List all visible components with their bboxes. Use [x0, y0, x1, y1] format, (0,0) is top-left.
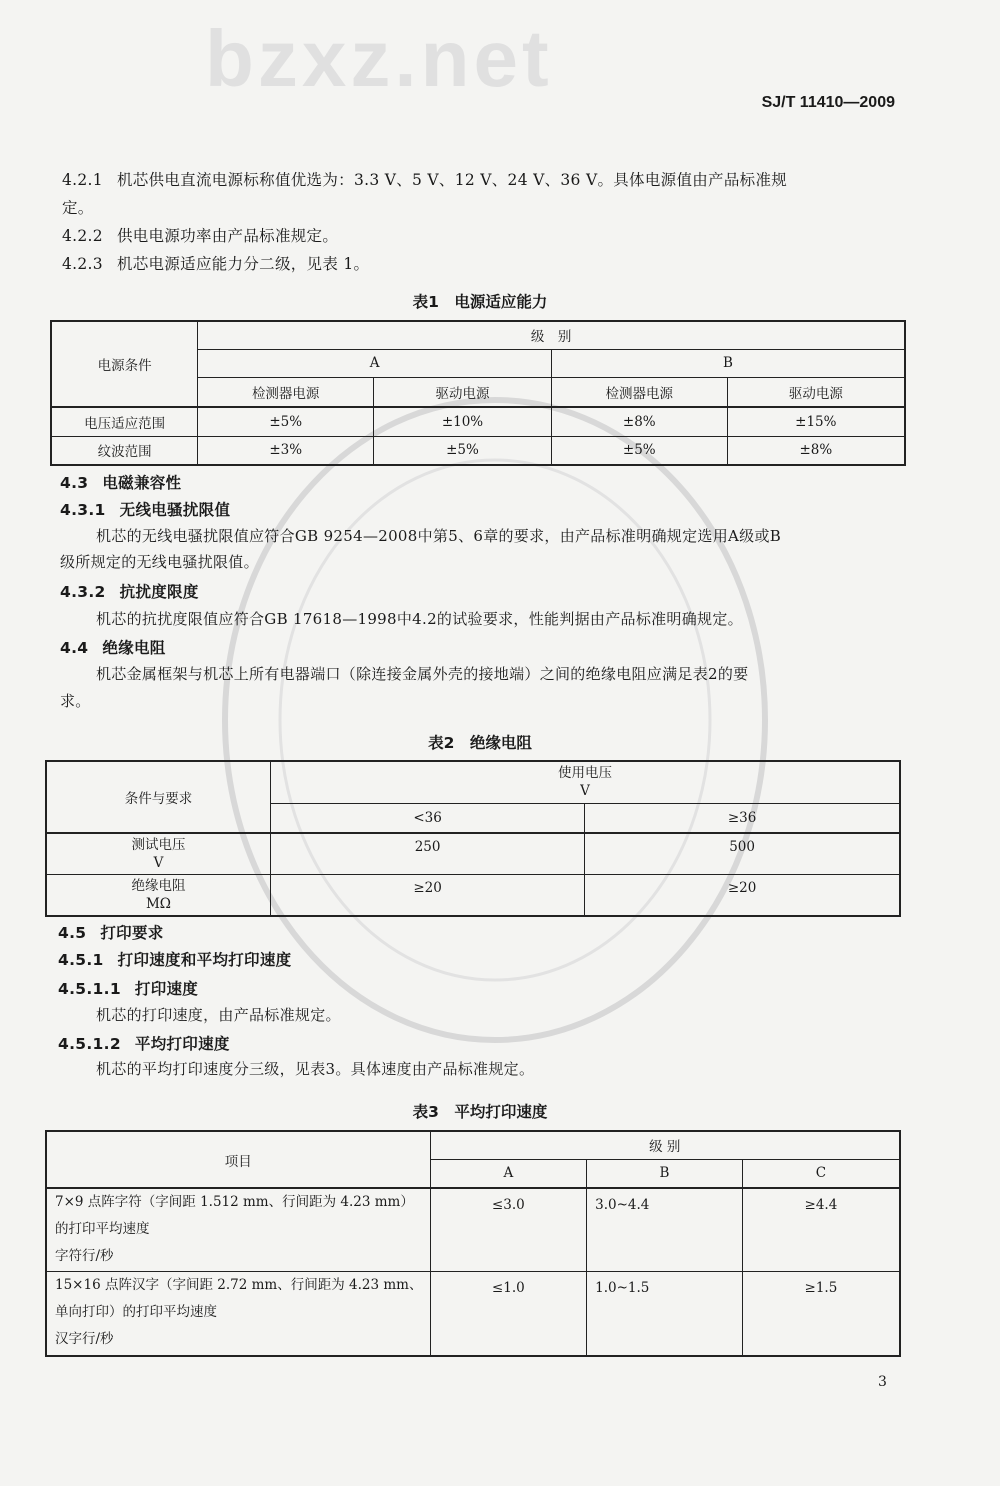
header-unit: V [580, 783, 590, 800]
section-title: 无线电骚扰限值 [119, 501, 231, 519]
section-title: 绝缘电阻 [102, 639, 166, 657]
level-header: A [430, 1159, 587, 1188]
cell: ≥4.4 [742, 1188, 900, 1271]
table-row [46, 1188, 900, 1271]
section-4-3-1 [60, 498, 230, 520]
cell: ±5% [374, 436, 552, 465]
section-number: 4.3.2 [60, 583, 106, 601]
section-number: 4.5 [58, 924, 87, 942]
cell: ≤3.0 [430, 1188, 587, 1271]
table1-group-header: 级 别 [198, 321, 905, 349]
section-4-5-1-1 [58, 977, 198, 999]
label-line: 7×9 点阵字符（字间距 1.512 mm、行间距为 4.23 mm） [55, 1194, 414, 1210]
table2-insulation-resistance [45, 760, 901, 917]
row-label [46, 1271, 430, 1356]
paragraph: 机芯的打印速度，由产品标准规定。 [96, 1006, 341, 1024]
cell: ≥20 [585, 874, 900, 916]
label-line: 字符行/秒 [55, 1248, 114, 1264]
section-number: 4.3 [60, 474, 89, 492]
table3-group-header: 级 别 [430, 1131, 900, 1159]
table-row [51, 407, 905, 436]
cell: ±8% [727, 436, 905, 465]
paragraph: 机芯的平均打印速度分三级，见表3。具体速度由产品标准规定。 [96, 1060, 535, 1078]
clause-4-2-1 [62, 168, 787, 190]
cell: ≤1.0 [430, 1271, 587, 1356]
cell: ±15% [727, 407, 905, 436]
label: 测试电压 [131, 836, 186, 853]
cell: 500 [585, 833, 900, 874]
section-title: 打印速度和平均打印速度 [117, 951, 292, 969]
table3-row-header: 项目 [46, 1131, 430, 1188]
level-header: B [587, 1159, 743, 1188]
section-title: 抗扰度限度 [119, 583, 199, 601]
label-line: 15×16 点阵汉字（字间距 2.72 mm、行间距为 4.23 mm、 [55, 1276, 423, 1293]
standard-code: SJ/T 11410—2009 [761, 94, 895, 111]
section-4-5 [58, 921, 164, 943]
unit: MΩ [145, 895, 171, 912]
table1-level-a: A [198, 349, 552, 377]
paragraph: 机芯的抗扰度限值应符合GB 17618—1998中4.2的试验要求，性能判据由产品标准明确规定。 [96, 610, 743, 628]
section-number: 4.3.1 [60, 501, 106, 519]
section-title: 打印速度 [134, 980, 199, 998]
paragraph: 级所规定的无线电骚扰限值。 [60, 553, 259, 571]
column-header: ≥36 [585, 803, 900, 833]
row-label: 纹波范围 [51, 436, 198, 465]
cell: 1.0~1.5 [587, 1271, 743, 1356]
table-row [46, 833, 900, 874]
label-line: 汉字行/秒 [55, 1330, 114, 1347]
stamp-seal [215, 390, 775, 1050]
cell: ±5% [551, 436, 727, 465]
table-row [46, 1271, 900, 1356]
header-label: 使用电压 [557, 765, 612, 782]
table2-caption: 表2 绝缘电阻 [428, 734, 532, 752]
level-header: C [742, 1159, 900, 1188]
section-4-4 [60, 636, 166, 658]
table-row [51, 436, 905, 465]
clause-number: 4.2.2 [62, 227, 103, 245]
cell: ±5% [198, 407, 374, 436]
table1-level-b: B [551, 349, 905, 377]
label-line: 的打印平均速度 [55, 1221, 150, 1237]
section-title: 打印要求 [100, 924, 164, 942]
label: 绝缘电阻 [131, 877, 186, 894]
cell: ≥20 [270, 874, 584, 916]
table1-subheader: 驱动电源 [374, 377, 552, 407]
cell: 250 [270, 833, 584, 874]
section-4-3-2 [60, 580, 199, 602]
section-4-5-1 [58, 948, 291, 970]
section-number: 4.5.1.1 [58, 980, 121, 998]
table2-row-header: 条件与要求 [46, 761, 270, 833]
row-label [46, 833, 270, 874]
table3-caption: 表3 平均打印速度 [412, 1103, 548, 1121]
clause-4-2-1-cont: 定。 [62, 199, 94, 217]
section-number: 4.5.1.2 [58, 1035, 121, 1053]
unit: V [153, 854, 164, 871]
table1-power-adaptability [50, 320, 906, 466]
page-number: 3 [878, 1374, 887, 1390]
cell: ±10% [374, 407, 552, 436]
cell: ±8% [551, 407, 727, 436]
clause-number: 4.2.1 [62, 171, 103, 189]
clause-text: 机芯供电直流电源标称值优选为：3.3 V、5 V、12 V、24 V、36 V。具体电源值由产品标准规 [116, 171, 788, 189]
table1-subheader: 检测器电源 [198, 377, 374, 407]
section-number: 4.5.1 [58, 951, 104, 969]
clause-number: 4.2.3 [62, 255, 103, 273]
section-4-5-1-2 [58, 1032, 230, 1054]
section-4-3 [60, 471, 181, 493]
cell: ≥1.5 [742, 1271, 900, 1356]
table1-row-header: 电源条件 [51, 321, 198, 407]
row-label: 电压适应范围 [51, 407, 198, 436]
cell: ±3% [198, 436, 374, 465]
clause-4-2-3 [62, 252, 369, 274]
row-label [46, 874, 270, 916]
column-header: <36 [270, 803, 584, 833]
section-title: 电磁兼容性 [102, 474, 182, 492]
table1-caption: 表1 电源适应能力 [412, 293, 548, 311]
watermark: bzxz.net [205, 14, 553, 103]
clause-text: 供电电源功率由产品标准规定。 [116, 227, 339, 245]
paragraph: 机芯的无线电骚扰限值应符合GB 9254—2008中第5、6章的要求，由产品标准明确规定选用A级或B [96, 527, 782, 545]
label-line: 单向打印）的打印平均速度 [55, 1303, 217, 1320]
table1-subheader: 驱动电源 [727, 377, 905, 407]
table-row [46, 874, 900, 916]
section-number: 4.4 [60, 639, 89, 657]
table1-subheader: 检测器电源 [551, 377, 727, 407]
table2-group-header [270, 761, 900, 803]
clause-4-2-2 [62, 224, 338, 246]
section-title: 平均打印速度 [134, 1035, 230, 1053]
cell: 3.0~4.4 [587, 1188, 743, 1271]
paragraph: 求。 [60, 692, 91, 710]
table3-average-print-speed [45, 1130, 901, 1357]
paragraph: 机芯金属框架与机芯上所有电器端口（除连接金属外壳的接地端）之间的绝缘电阻应满足表2的要 [96, 665, 749, 683]
row-label [46, 1188, 430, 1271]
clause-text: 机芯电源适应能力分二级，见表 1。 [116, 255, 370, 273]
